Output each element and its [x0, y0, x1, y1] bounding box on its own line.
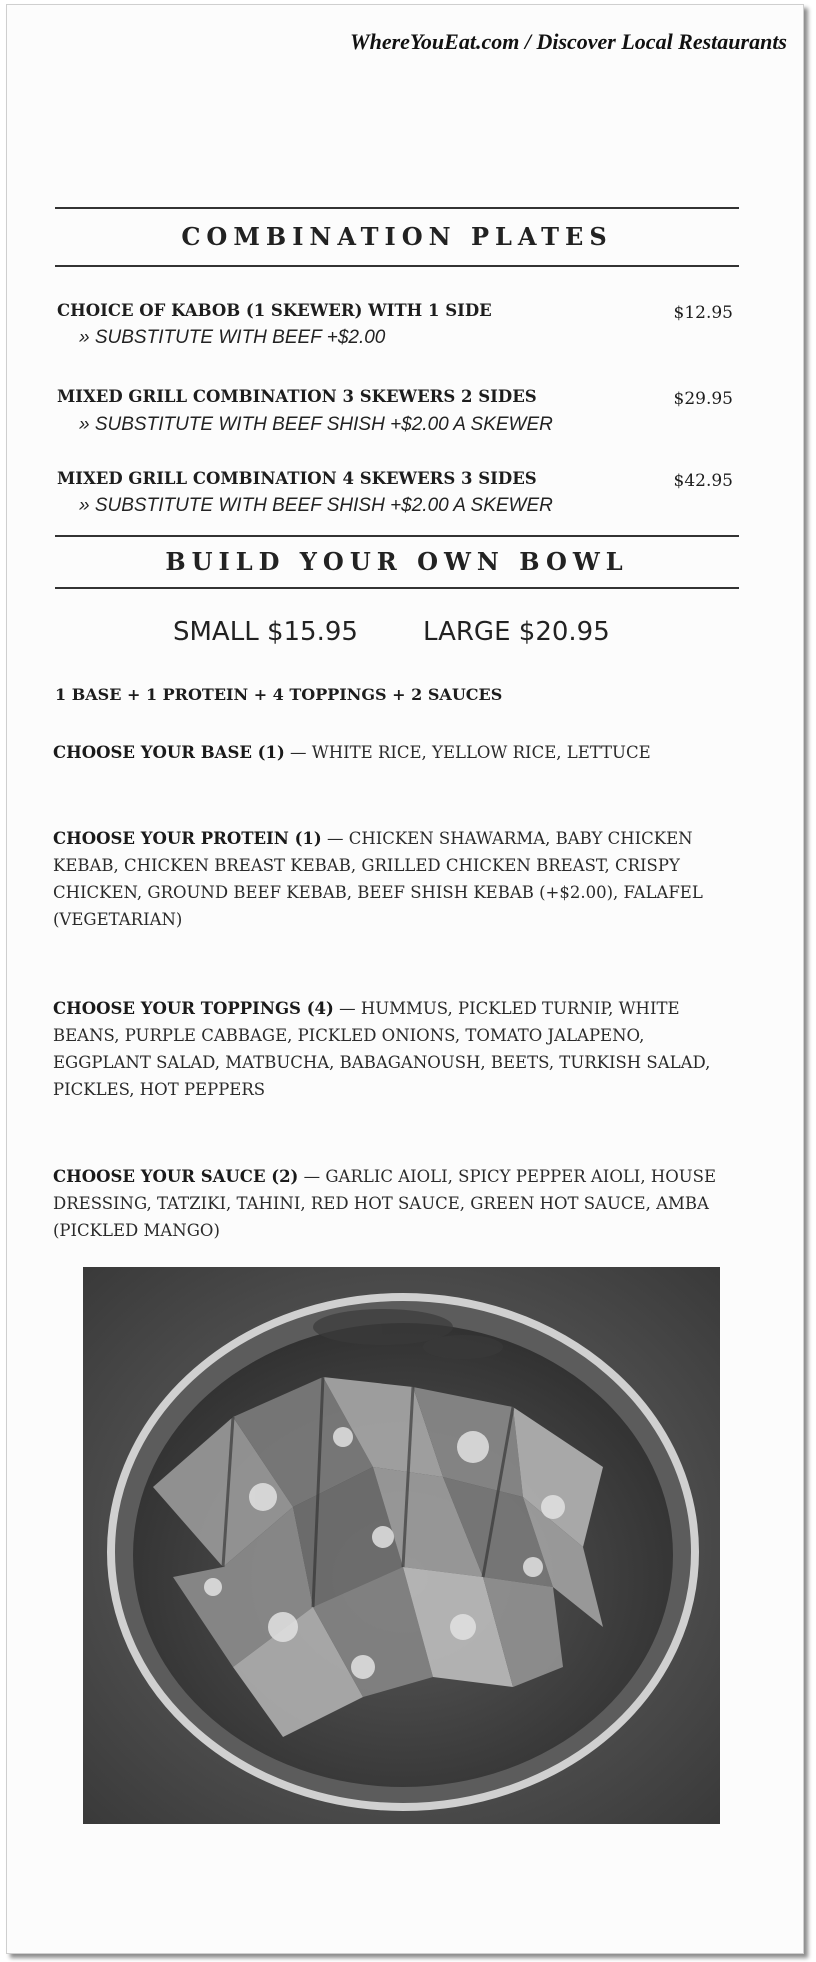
small-bowl-price: SMALL $15.95	[173, 617, 358, 647]
choose-protein	[53, 825, 733, 933]
large-bowl-price: LARGE $20.95	[423, 617, 610, 647]
choose-sauce-options: — GARLIC AIOLI, SPICY PEPPER AIOLI, HOUSE DRESSING, TATZIKI, TAHINI, RED HOT SAUCE, GREEN HOT SAUCE, AMBA (PICKLED MANGO)	[53, 1167, 716, 1240]
choose-toppings-label: CHOOSE YOUR TOPPINGS (4)	[53, 999, 334, 1018]
menu-item-note: » SUBSTITUTE WITH BEEF SHISH +$2.00 A SKEWER	[79, 495, 553, 516]
menu-item-price: $29.95	[673, 389, 733, 409]
choose-toppings-options: — HUMMUS, PICKLED TURNIP, WHITE BEANS, PURPLE CABBAGE, PICKLED ONIONS, TOMATO JALAPENO, EGGPLANT SALAD, MATBUCHA, BABAGANOUSH, BEETS, TURKISH SALAD, PICKLES, HOT PEPPERS	[53, 999, 711, 1099]
choose-sauce-label: CHOOSE YOUR SAUCE (2)	[53, 1167, 299, 1186]
choose-protein-label: CHOOSE YOUR PROTEIN (1)	[53, 829, 322, 848]
build-bowl-header	[55, 535, 739, 589]
bowl-photo	[83, 1267, 720, 1824]
choose-sauce	[53, 1163, 733, 1244]
choose-base-options: — WHITE RICE, YELLOW RICE, LETTUCE	[284, 743, 651, 762]
choose-base	[53, 739, 733, 766]
choose-base-label: CHOOSE YOUR BASE (1)	[53, 743, 285, 762]
menu-item-note: » SUBSTITUTE WITH BEEF SHISH +$2.00 A SKEWER	[79, 414, 553, 435]
section-title-build-bowl: BUILD YOUR OWN BOWL	[165, 547, 629, 576]
choose-toppings	[53, 995, 733, 1103]
menu-item-name: MIXED GRILL COMBINATION 3 SKEWERS 2 SIDES	[57, 387, 537, 406]
combination-plates-header	[55, 207, 739, 267]
menu-item-name: CHOICE OF KABOB (1 SKEWER) WITH 1 SIDE	[57, 301, 492, 320]
menu-item-price: $42.95	[673, 471, 733, 491]
menu-item-price: $12.95	[673, 303, 733, 323]
menu-item-note: » SUBSTITUTE WITH BEEF +$2.00	[79, 327, 386, 348]
section-title-combination-plates: COMBINATION PLATES	[181, 222, 613, 251]
menu-item-name: MIXED GRILL COMBINATION 4 SKEWERS 3 SIDES	[57, 469, 537, 488]
menu-page	[6, 4, 804, 1954]
bowl-formula: 1 BASE + 1 PROTEIN + 4 TOPPINGS + 2 SAUCES	[55, 685, 503, 704]
choose-protein-options: — CHICKEN SHAWARMA, BABY CHICKEN KEBAB, CHICKEN BREAST KEBAB, GRILLED CHICKEN BREAST, CRISPY CHICKEN, GROUND BEEF KEBAB, BEEF SHISH KEBAB (+$2.00), FALAFEL (VEGETARIAN)	[53, 829, 703, 929]
site-header[interactable]: WhereYouEat.com / Discover Local Restaurants	[350, 29, 787, 54]
